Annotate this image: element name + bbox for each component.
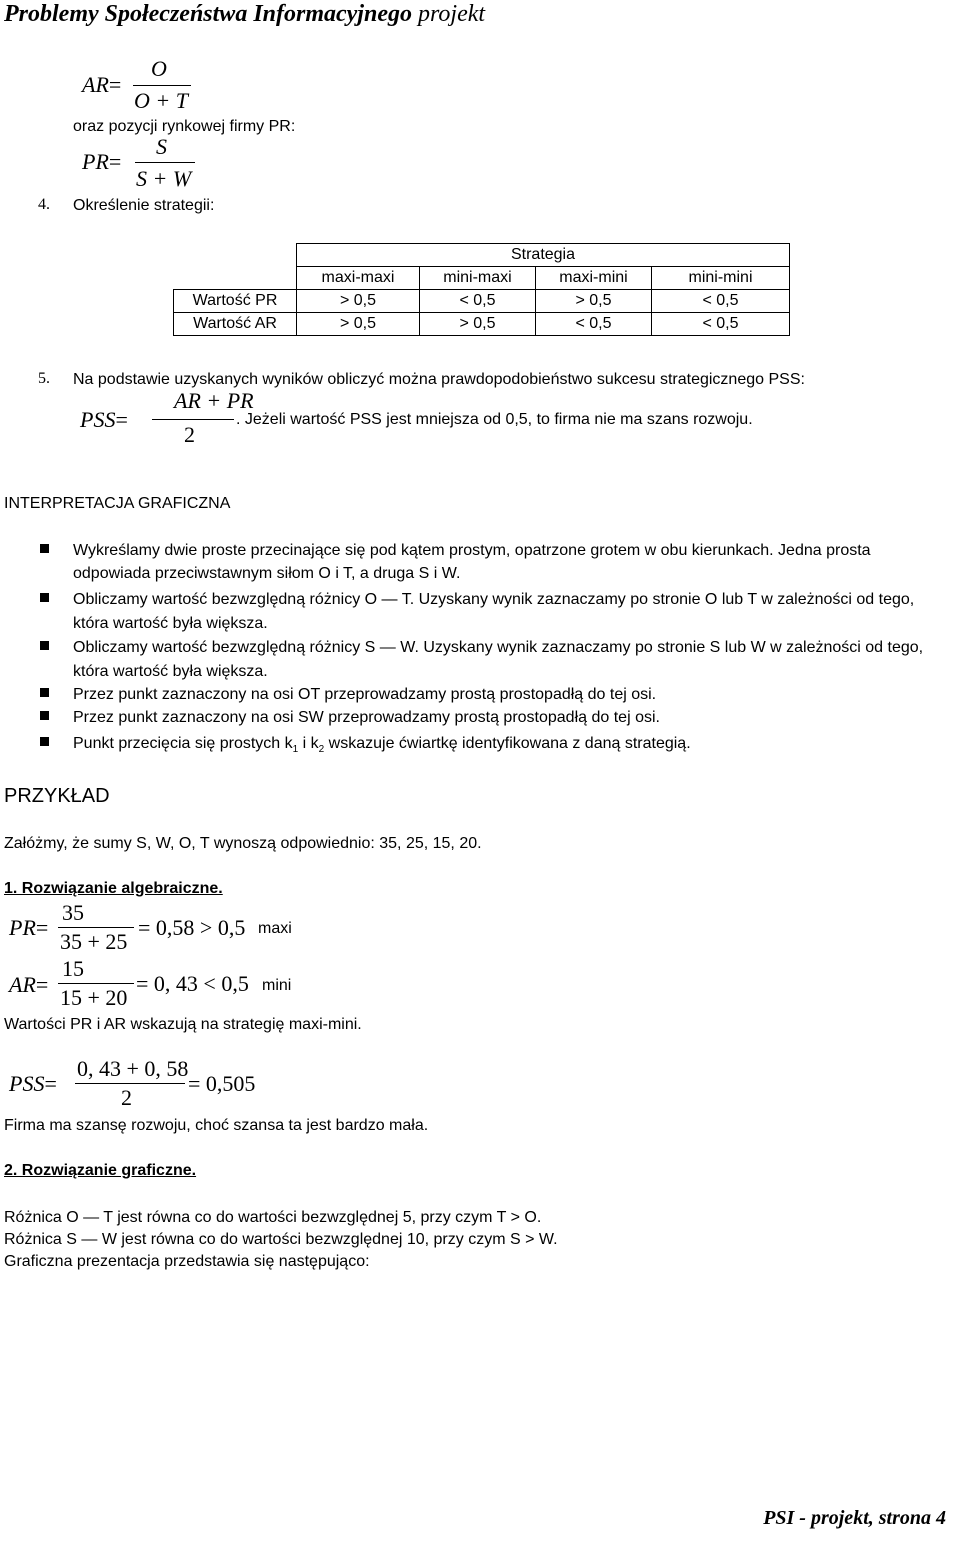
table-cell: < 0,5: [652, 290, 790, 313]
pr-formula-denominator: S + W: [136, 166, 192, 191]
step5-after-text: . Jeżeli wartość PSS jest mniejsza od 0,5, to firma nie ma szans rozwoju.: [236, 411, 753, 428]
table-cell: > 0,5: [297, 313, 420, 336]
pr-formula-numerator: S: [156, 134, 167, 159]
list-item: Wykreślamy dwie proste przecinające się pod kątem prostym, opatrzone grotem w obu kierunkach. Jedna prosta: [73, 542, 871, 559]
ar-calc-numerator: 15: [62, 956, 84, 981]
pr-formula-lhs: PR=: [82, 149, 122, 174]
ar-formula-numerator: O: [151, 56, 167, 81]
table-cell: < 0,5: [536, 313, 652, 336]
ar-calc-fraction-bar: [58, 983, 134, 984]
przyklad-heading: PRZYKŁAD: [4, 785, 110, 807]
pss-formula-numerator: AR + PR: [174, 388, 254, 413]
algebra-heading: 1. Rozwiązanie algebraiczne.: [4, 880, 223, 897]
bullet-marker: [40, 641, 49, 650]
pr-calc-lhs: PR=: [9, 915, 49, 940]
ar-calc-result: = 0, 43 < 0,5: [136, 971, 249, 996]
bullet-marker: [40, 737, 49, 746]
header-subtitle: projekt: [417, 1, 486, 27]
pss-calc-numerator: 0, 43 + 0, 58: [77, 1056, 189, 1081]
page-header: [4, 0, 485, 28]
list-item: Obliczamy wartość bezwzględną różnicy S — W. Uzyskany wynik zaznaczamy po stronie S lub W w zależności od tego,: [73, 639, 924, 656]
table-cell: > 0,5: [420, 313, 536, 336]
bullet-marker: [40, 593, 49, 602]
przyklad-intro: Załóżmy, że sumy S, W, O, T wynoszą odpowiednio: 35, 25, 15, 20.: [4, 835, 482, 852]
step5-number: 5.: [38, 370, 50, 387]
table-row-label: Wartość AR: [174, 313, 297, 336]
step4-number: 4.: [38, 196, 50, 213]
ar-calc-lhs: AR=: [9, 972, 49, 997]
list-item: Przez punkt zaznaczony na osi OT przeprowadzamy prostą prostopadłą do tej osi.: [73, 686, 657, 703]
list-item-continuation: odpowiada przeciwstawnym siłom O i T, a druga S i W.: [73, 565, 461, 582]
ar-formula-denominator: O + T: [134, 88, 188, 113]
table-column-header: maxi-maxi: [297, 267, 420, 290]
header-title: Problemy Społeczeństwa Informacyjnego: [4, 1, 412, 27]
table-group-header: Strategia: [297, 244, 790, 267]
step4-text: Określenie strategii:: [73, 197, 215, 214]
strategy-table: [173, 243, 790, 336]
page-footer: PSI - projekt, strona 4: [763, 1507, 946, 1529]
pr-calc-result: = 0,58 > 0,5: [138, 915, 246, 940]
table-row: [174, 313, 790, 336]
pr-calc-numerator: 35: [62, 900, 84, 925]
pr-calc-note: maxi: [258, 920, 292, 937]
list-item: Obliczamy wartość bezwzględną różnicy O — T. Uzyskany wynik zaznaczamy po stronie O lub T w zależności od tego,: [73, 591, 915, 608]
pr-calc-fraction-bar: [58, 927, 134, 928]
list-item-continuation: która wartość była większa.: [73, 663, 268, 680]
pss-formula-lhs: PSS=: [80, 407, 128, 432]
pr-intro-text: oraz pozycji rynkowej firmy PR:: [73, 118, 296, 135]
table-cell: > 0,5: [297, 290, 420, 313]
firm-text: Firma ma szansę rozwoju, choć szansa ta jest bardzo mała.: [4, 1117, 429, 1134]
table-column-header: mini-mini: [652, 267, 790, 290]
list-item: Przez punkt zaznaczony na osi SW przeprowadzamy prostą prostopadłą do tej osi.: [73, 709, 660, 726]
table-cell: < 0,5: [420, 290, 536, 313]
table-row: [174, 290, 790, 313]
pss-fraction-bar: [152, 419, 234, 420]
pss-calc-result: = 0,505: [188, 1071, 256, 1096]
ar-fraction-bar: [133, 85, 191, 86]
ar-formula-lhs: AR=: [82, 72, 122, 97]
list-item: Punkt przecięcia się prostych $k_1$ i $k_2$ wskazuje ćwiartkę identyfikowana z daną strategią.: [73, 735, 691, 756]
ar-calc-denominator: 15 + 20: [60, 985, 128, 1010]
step5-text: Na podstawie uzyskanych wyników obliczyć można prawdopodobieństwo sukcesu strategicznego PSS:: [73, 371, 805, 388]
pss-formula-denominator: 2: [184, 422, 195, 447]
table-empty-cell: [174, 244, 297, 267]
table-empty-cell: [174, 267, 297, 290]
table-column-header: mini-maxi: [420, 267, 536, 290]
table-cell: < 0,5: [652, 313, 790, 336]
pr-fraction-bar: [135, 162, 195, 163]
table-cell: > 0,5: [536, 290, 652, 313]
table-column-header: maxi-mini: [536, 267, 652, 290]
interpretacja-heading: INTERPRETACJA GRAFICZNA: [4, 495, 231, 512]
paragraph-line: Różnica O — T jest równa co do wartości bezwzględnej 5, przy czym T > O.: [4, 1209, 542, 1226]
table-header-row: [174, 244, 790, 267]
list-item-continuation: która wartość była większa.: [73, 615, 268, 632]
bullet-marker: [40, 711, 49, 720]
table-row-label: Wartość PR: [174, 290, 297, 313]
graphic-heading: 2. Rozwiązanie graficzne.: [4, 1162, 197, 1179]
paragraph-line: Graficzna prezentacja przedstawia się następująco:: [4, 1253, 370, 1270]
table-columns-row: [174, 267, 790, 290]
pr-calc-denominator: 35 + 25: [60, 929, 128, 954]
pss-calc-lhs: PSS=: [9, 1071, 57, 1096]
pss-calc-denominator: 2: [121, 1085, 132, 1110]
bullet-marker: [40, 544, 49, 553]
pss-calc-fraction-bar: [75, 1083, 185, 1084]
ar-calc-note: mini: [262, 977, 292, 994]
bullet-marker: [40, 688, 49, 697]
paragraph-line: Różnica S — W jest równa co do wartości bezwzględnej 10, przy czym S > W.: [4, 1231, 558, 1248]
przyklad-conclusion: Wartości PR i AR wskazują na strategię maxi-mini.: [4, 1016, 362, 1033]
